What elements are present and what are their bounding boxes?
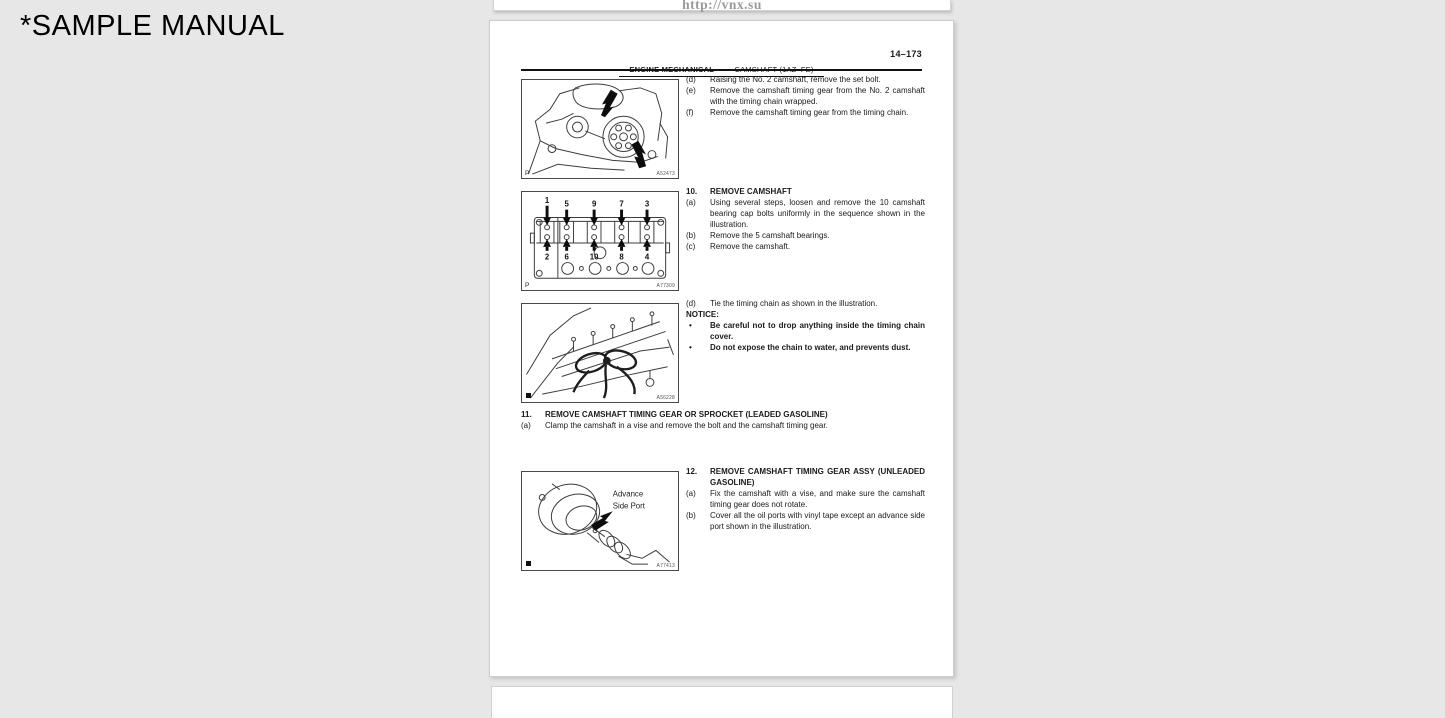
bullet-icon: • (689, 321, 692, 330)
figure-remove-set-bolt (521, 79, 679, 179)
steps-d-e-f (686, 74, 925, 118)
notice-bullet (686, 342, 925, 353)
watermark-url: http://vnx.su (682, 0, 762, 12)
step-marker: (e) (686, 86, 696, 95)
figure-tie-timing-chain (521, 303, 679, 403)
step-text: Remove the camshaft timing gear from the No. 2 camshaft with the timing chain wrapped. (710, 86, 925, 106)
step-heading (521, 409, 925, 420)
step-title: REMOVE CAMSHAFT (710, 187, 792, 196)
step-marker: (d) (686, 299, 696, 308)
step-12-remove-timing-gear-assy (686, 466, 925, 532)
step-number: 10. (686, 187, 698, 196)
step-marker: (b) (686, 511, 696, 520)
figure-corner-mark (526, 561, 531, 566)
step-d-notice (686, 298, 925, 353)
notice-text: Be careful not to drop anything inside the timing chain cover. (710, 321, 925, 341)
figure-bolt-sequence (521, 191, 679, 291)
sequence-number: 3 (644, 199, 650, 209)
step-text: Cover all the oil ports with vinyl tape except an advance side port shown in the illustration. (710, 511, 925, 531)
step-heading (686, 186, 925, 197)
chain-tied-illustration-icon (522, 304, 678, 402)
sequence-number: 7 (619, 199, 624, 209)
sample-manual-label: *SAMPLE MANUAL (20, 10, 285, 42)
figure-corner-label: P (525, 282, 530, 289)
step-text: Remove the 5 camshaft bearings. (710, 231, 830, 240)
figure-corner-label: P (525, 170, 530, 177)
step-11-remove-timing-gear (521, 409, 925, 431)
manual-page (489, 20, 954, 677)
step-item (686, 197, 925, 230)
engine-illustration-icon (522, 80, 678, 178)
step-item (521, 420, 925, 431)
figure-code: A77413 (656, 563, 675, 569)
figure-corner-mark (526, 393, 531, 398)
figure-code: A56228 (656, 395, 675, 401)
step-item (686, 85, 925, 107)
step-text: Fix the camshaft with a vise, and make sure the camshaft timing gear does not rotate. (710, 489, 925, 509)
figure-advance-side-port (521, 471, 679, 571)
step-item (686, 74, 925, 85)
notice-bullet (686, 320, 925, 342)
cylinder-head-illustration-icon (522, 192, 678, 290)
sequence-number: 4 (644, 252, 650, 262)
step-text: Raising the No. 2 camshaft, remove the set bolt. (710, 75, 881, 84)
bullet-icon: • (689, 343, 692, 352)
step-item (686, 510, 925, 532)
figure-code: A52473 (656, 171, 675, 177)
page-number: 14–173 (890, 49, 922, 59)
sequence-number: 2 (544, 252, 550, 262)
step-marker: (c) (686, 242, 696, 251)
notice-label: NOTICE: (686, 310, 719, 319)
header-rule (521, 69, 922, 71)
step-item (686, 298, 925, 309)
step-marker: (b) (686, 231, 696, 240)
step-title: REMOVE CAMSHAFT TIMING GEAR ASSY (UNLEADED GASOLINE) (710, 467, 925, 487)
step-text: Using several steps, loosen and remove the 10 camshaft bearing cap bolts uniformly in the sequence shown in the illustration. (710, 198, 925, 229)
sequence-number: 5 (564, 199, 569, 209)
step-item (686, 241, 925, 252)
step-marker: (f) (686, 108, 694, 117)
step-number: 11. (521, 410, 532, 419)
step-marker: (a) (686, 489, 696, 498)
notice-text: Do not expose the chain to water, and prevents dust. (710, 343, 911, 352)
step-number: 12. (686, 467, 698, 476)
annotation-line1: Advance (612, 489, 644, 499)
step-item (686, 488, 925, 510)
annotation-line2: Side Port (612, 501, 645, 511)
next-page-edge (491, 686, 953, 718)
timing-gear-illustration-icon (522, 472, 678, 570)
sequence-number: 10 (589, 252, 599, 262)
sequence-number: 9 (591, 199, 597, 209)
step-text: Remove the camshaft timing gear from the timing chain. (710, 108, 909, 117)
step-marker: (d) (686, 75, 696, 84)
step-text: Tie the timing chain as shown in the illustration. (710, 299, 878, 308)
sequence-number: 6 (564, 252, 569, 262)
sequence-number: 1 (544, 195, 550, 205)
step-marker: (a) (521, 421, 531, 430)
step-item (686, 230, 925, 241)
step-title: REMOVE CAMSHAFT TIMING GEAR OR SPROCKET (LEADED GASOLINE) (545, 410, 828, 419)
step-heading (686, 466, 925, 488)
step-item (686, 107, 925, 118)
figure-code: A77309 (656, 283, 675, 289)
step-text: Remove the camshaft. (710, 242, 791, 251)
step-10-remove-camshaft (686, 186, 925, 252)
step-marker: (a) (686, 198, 696, 207)
step-text: Clamp the camshaft in a vise and remove the bolt and the camshaft timing gear. (545, 421, 828, 430)
sequence-number: 8 (619, 252, 624, 262)
